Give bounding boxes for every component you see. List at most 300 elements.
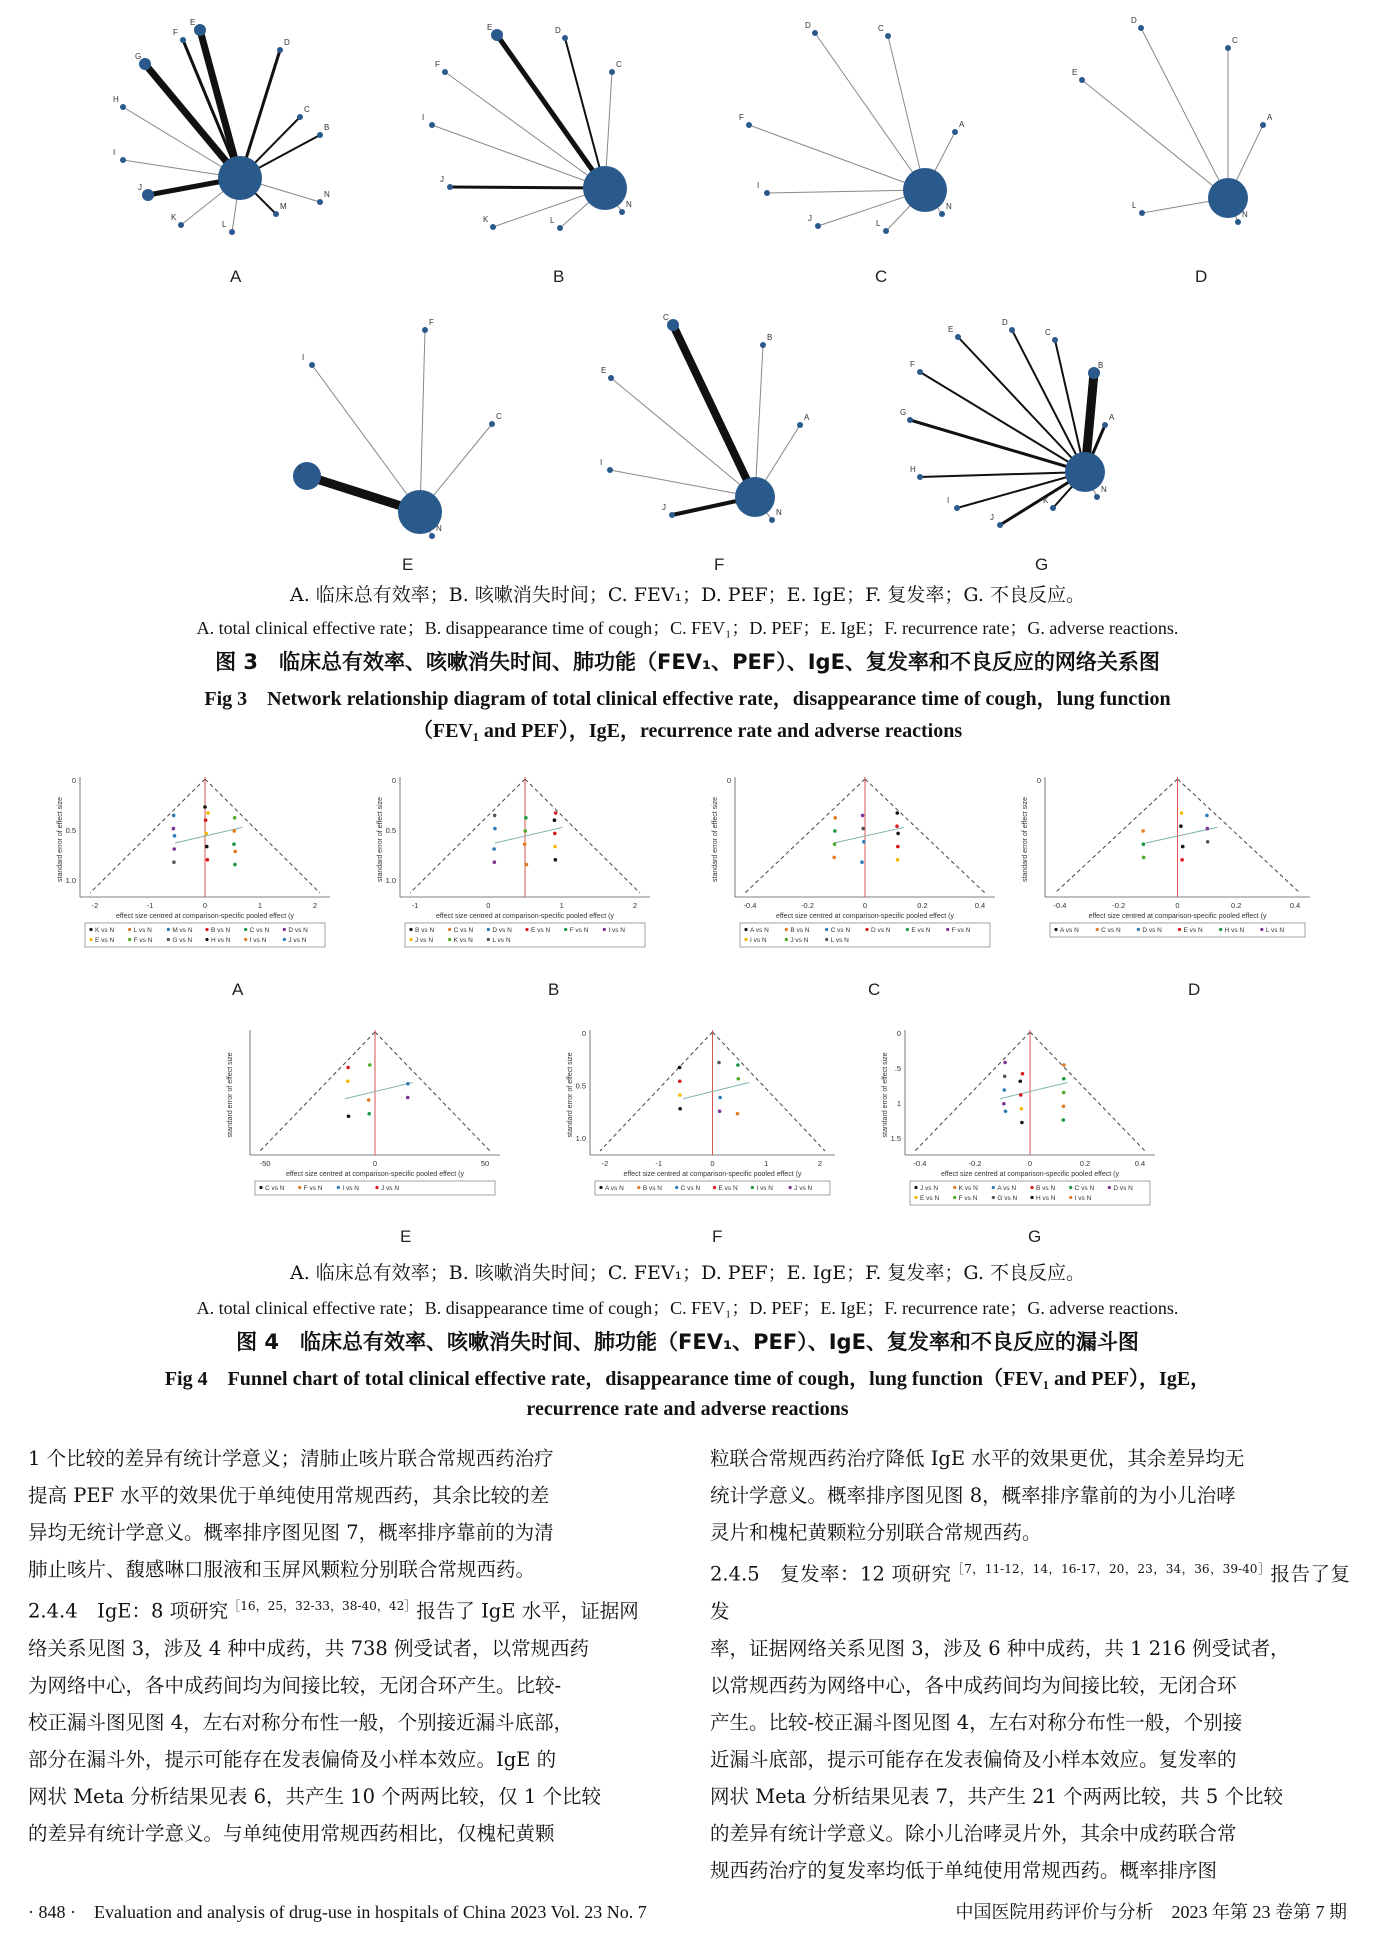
legend-marker bbox=[448, 928, 451, 931]
node-label: M bbox=[280, 202, 287, 211]
node bbox=[997, 522, 1003, 528]
text-line: 1 个比较的差异有统计学意义；清肺止咳片联合常规西药治疗 bbox=[28, 1447, 554, 1470]
x-tick-label: 0.4 bbox=[974, 901, 986, 910]
citation: ［16，25，32-33，38-40，42］ bbox=[228, 1599, 417, 1613]
legend-marker bbox=[992, 1186, 995, 1189]
study-point bbox=[203, 805, 207, 809]
section-heading: 2.4.5 复发率：12 项研究 bbox=[710, 1562, 952, 1586]
legend-marker bbox=[525, 928, 528, 931]
study-point bbox=[492, 847, 496, 851]
study-point bbox=[860, 860, 864, 864]
legend-marker bbox=[487, 938, 490, 941]
text-line: 络关系见图 3，涉及 4 种中成药，共 738 例受试者，以常规西药 bbox=[28, 1636, 590, 1660]
legend-marker bbox=[244, 938, 247, 941]
hub-node bbox=[1208, 178, 1248, 218]
node-label: C bbox=[1232, 36, 1238, 45]
study-point bbox=[832, 856, 836, 860]
study-point bbox=[895, 824, 899, 828]
node bbox=[1138, 25, 1144, 31]
node-label: N bbox=[776, 508, 782, 517]
study-point bbox=[1002, 1102, 1006, 1106]
node bbox=[178, 222, 184, 228]
study-point bbox=[861, 827, 865, 831]
node bbox=[954, 505, 960, 511]
study-point bbox=[1021, 1072, 1025, 1076]
legend-item: L vs N bbox=[133, 927, 152, 934]
panel-label: E bbox=[400, 1227, 412, 1246]
x-tick-label: 0 bbox=[1027, 1159, 1033, 1168]
legend-marker bbox=[953, 1186, 956, 1189]
y-axis-label: standard error of effect size bbox=[57, 796, 64, 882]
study-point bbox=[206, 858, 210, 862]
legend-item: D vs N bbox=[1113, 1185, 1133, 1192]
x-tick-label: -0.2 bbox=[1112, 901, 1126, 910]
study-point bbox=[1003, 1061, 1007, 1065]
citation: ［7，11-12，14，16-17，20，23，34，36，39-40］ bbox=[951, 1562, 1271, 1576]
y-tick-label: 0 bbox=[391, 776, 396, 785]
funnel-left bbox=[1055, 779, 1178, 893]
legend-item: F vs N bbox=[951, 927, 971, 934]
hub-node bbox=[218, 156, 262, 200]
edge bbox=[767, 190, 925, 193]
body-right-column bbox=[710, 1440, 1350, 1889]
x-axis-label: effect size centred at comparison-specific pooled effect (y bbox=[1088, 913, 1267, 920]
study-point bbox=[346, 1079, 350, 1083]
study-point bbox=[718, 1109, 722, 1113]
study-point bbox=[1180, 811, 1184, 815]
legend-marker bbox=[1108, 1186, 1111, 1189]
study-point bbox=[1020, 1107, 1024, 1111]
footer-right: 中国医院用药评价与分析 2023 年第 23 卷第 7 期 bbox=[955, 1902, 1347, 1922]
study-point bbox=[1180, 858, 1184, 862]
x-tick-label: 0 bbox=[486, 901, 491, 910]
node-label: N bbox=[946, 202, 952, 211]
edge bbox=[888, 36, 925, 190]
legend-marker bbox=[914, 1186, 917, 1189]
node bbox=[907, 417, 913, 423]
study-point bbox=[717, 1061, 721, 1065]
legend-item: K vs N bbox=[95, 927, 115, 934]
legend-marker bbox=[283, 928, 286, 931]
study-point bbox=[1020, 1121, 1024, 1125]
node bbox=[764, 190, 770, 196]
legend-marker bbox=[1054, 928, 1057, 931]
node bbox=[917, 474, 923, 480]
study-point bbox=[833, 842, 837, 846]
node bbox=[917, 369, 923, 375]
legend-marker bbox=[409, 928, 412, 931]
fig4-legend-en: A. total clinical effective rate；B. disappearance time of cough；C. FEV₁；D. PEF；E. IgE；F. recurrence rate；G. adverse reactions. bbox=[196, 1298, 1179, 1318]
study-point bbox=[896, 845, 900, 849]
text-line bbox=[710, 1551, 1350, 1630]
edge bbox=[749, 125, 925, 190]
study-point bbox=[233, 850, 237, 854]
fig4-title-cn: 图 4 临床总有效率、咳嗽消失时间、肺功能（FEV₁、PEF）、IgE、复发率和不良反应的漏斗图 bbox=[236, 1330, 1139, 1354]
text-line: 的差异有统计学意义。与单纯使用常规西药相比，仅槐杞黄颗 bbox=[28, 1821, 555, 1845]
node bbox=[142, 189, 154, 201]
legend-item: J vs N bbox=[920, 1185, 939, 1192]
study-point bbox=[896, 858, 900, 862]
x-axis-label: effect size centred at comparison-specific pooled effect (y bbox=[623, 1171, 802, 1178]
legend-marker bbox=[1219, 928, 1222, 931]
legend-marker bbox=[751, 1186, 754, 1189]
node-label: D bbox=[555, 26, 561, 35]
x-tick-label: 0.2 bbox=[1079, 1159, 1091, 1168]
legend-item: H vs N bbox=[211, 937, 231, 944]
legend-marker bbox=[89, 928, 92, 931]
hub-node bbox=[583, 166, 627, 210]
study-point bbox=[524, 816, 528, 820]
edge bbox=[312, 365, 420, 512]
node-label: I bbox=[302, 353, 305, 362]
node bbox=[619, 209, 625, 215]
edge bbox=[1141, 28, 1228, 198]
body-left-column bbox=[28, 1440, 668, 1852]
edge bbox=[920, 472, 1085, 477]
trend-line bbox=[1000, 1083, 1068, 1099]
node-label: E bbox=[190, 18, 196, 27]
hub-node bbox=[398, 490, 442, 534]
text-line: 部分在漏斗外，提示可能存在发表偏倚及小样本效应。IgE 的 bbox=[28, 1747, 557, 1771]
legend-item: B vs N bbox=[211, 927, 231, 934]
study-point bbox=[1206, 827, 1210, 831]
node-label: C bbox=[1045, 328, 1051, 337]
legend-item: E vs N bbox=[1183, 927, 1203, 934]
legend-item: J vs N bbox=[790, 937, 809, 944]
node-label: I bbox=[947, 496, 950, 505]
study-point bbox=[1142, 842, 1146, 846]
node bbox=[489, 421, 495, 427]
study-point bbox=[347, 1114, 351, 1118]
fig3-title-en-line2: （FEV₁ and PEF），IgE，recurrence rate and adverse reactions bbox=[412, 720, 963, 742]
funnel-right bbox=[375, 1032, 490, 1151]
study-point bbox=[346, 1066, 350, 1070]
study-point bbox=[678, 1093, 682, 1097]
legend-marker bbox=[564, 928, 567, 931]
panel-label: C bbox=[868, 980, 881, 999]
legend-item: I vs N bbox=[608, 927, 625, 934]
x-tick-label: -0.2 bbox=[968, 1159, 982, 1168]
legend-marker bbox=[744, 928, 747, 931]
node bbox=[1052, 337, 1058, 343]
legend-marker bbox=[487, 928, 490, 931]
legend-item: I vs N bbox=[1074, 1195, 1092, 1202]
legend-item: E vs N bbox=[95, 937, 115, 944]
node bbox=[273, 211, 279, 217]
node-label: L bbox=[1132, 201, 1137, 210]
node-label: F bbox=[910, 360, 915, 369]
node bbox=[607, 467, 613, 473]
panel-label: G bbox=[1028, 1227, 1042, 1246]
study-point bbox=[233, 816, 237, 820]
fig3-title-en-line1: Fig 3 Network relationship diagram of total clinical effective rate，disappearance time of cough，lung function bbox=[204, 688, 1171, 710]
legend-marker bbox=[167, 938, 170, 941]
legend-marker bbox=[1030, 1196, 1033, 1199]
node-label: E bbox=[1072, 68, 1078, 77]
node bbox=[1094, 494, 1100, 500]
text-line: 灵片和槐杞黄颗粒分别联合常规西药。 bbox=[710, 1521, 1042, 1544]
legend-item: I vs N bbox=[750, 937, 767, 944]
study-point bbox=[1142, 856, 1146, 860]
study-point bbox=[1019, 1093, 1023, 1097]
legend-marker bbox=[167, 928, 170, 931]
study-point bbox=[553, 845, 557, 849]
node-label: J bbox=[808, 214, 812, 223]
legend-item: I vs N bbox=[342, 1185, 359, 1192]
y-tick-label: 1.5 bbox=[890, 1134, 901, 1143]
funnel-left bbox=[410, 779, 525, 893]
legend-item: J vs N bbox=[288, 937, 307, 944]
node-label: L bbox=[876, 219, 881, 228]
node bbox=[447, 184, 453, 190]
node bbox=[1102, 422, 1108, 428]
node-label: C bbox=[304, 105, 310, 114]
node bbox=[955, 334, 961, 340]
legend-item: C vs N bbox=[1074, 1185, 1095, 1192]
network-panel-E bbox=[293, 318, 502, 574]
x-tick-label: -1 bbox=[655, 1159, 663, 1168]
legend-marker bbox=[128, 938, 131, 941]
x-tick-label: 1 bbox=[764, 1159, 769, 1168]
legend-item: F vs N bbox=[958, 1195, 978, 1202]
fig4-legend-cn: A. 临床总有效率；B. 咳嗽消失时间；C. FEV₁；D. PEF；E. IgE；F. 复发率；G. 不良反应。 bbox=[289, 1262, 1085, 1284]
study-point bbox=[232, 842, 236, 846]
network-diagrams bbox=[0, 0, 1375, 580]
network-panel-G bbox=[900, 318, 1115, 574]
legend-marker bbox=[599, 1186, 602, 1189]
node bbox=[885, 33, 891, 39]
study-point bbox=[1004, 1109, 1008, 1113]
node-label: D bbox=[1002, 318, 1008, 327]
legend-item: L vs N bbox=[492, 937, 511, 944]
x-tick-label: 2 bbox=[632, 901, 638, 910]
edge bbox=[450, 187, 605, 188]
text-line: 产生。比较-校正漏斗图见图 4，左右对称分布性一般，个别接 bbox=[710, 1710, 1243, 1734]
node bbox=[297, 114, 303, 120]
x-tick-label: -0.4 bbox=[913, 1159, 927, 1168]
legend-item: K vs N bbox=[453, 937, 473, 944]
fig4-title-en-line1: Fig 4 Funnel chart of total clinical effective rate，disappearance time of cough，lung function（FEV₁ and PEF），IgE， bbox=[164, 1368, 1211, 1390]
node-label: N bbox=[626, 200, 632, 209]
node-label: B bbox=[1098, 361, 1104, 370]
node-label: G bbox=[900, 408, 907, 417]
network-panel-F bbox=[600, 313, 810, 574]
study-point bbox=[1062, 1091, 1066, 1095]
node-label: K bbox=[1043, 496, 1049, 505]
study-point bbox=[1179, 824, 1183, 828]
study-point bbox=[367, 1112, 371, 1116]
x-tick-label: -0.2 bbox=[801, 901, 814, 910]
text-line: 近漏斗底部，提示可能存在发表偏倚及小样本效应。复发率的 bbox=[710, 1747, 1237, 1771]
text-line: 网状 Meta 分析结果见表 7，共产生 21 个两两比较，共 5 个比较 bbox=[710, 1784, 1283, 1808]
node bbox=[1050, 505, 1056, 511]
node-label: F bbox=[739, 113, 744, 122]
study-point bbox=[554, 811, 558, 815]
x-tick-label: -1 bbox=[411, 901, 419, 910]
legend-marker bbox=[448, 938, 451, 941]
legend-item: L vs N bbox=[830, 937, 849, 944]
legend-item: C vs N bbox=[265, 1185, 285, 1192]
text-line: 异均无统计学意义。概率排序图见图 7，概率排序靠前的为清 bbox=[28, 1521, 554, 1544]
node-label: C bbox=[878, 24, 884, 33]
node-label: J bbox=[990, 513, 994, 522]
funnel-left bbox=[90, 779, 205, 893]
node bbox=[608, 375, 614, 381]
study-point bbox=[553, 832, 557, 836]
node-label: E bbox=[487, 23, 493, 32]
study-point bbox=[204, 832, 208, 836]
node-label: N bbox=[436, 524, 442, 533]
node bbox=[491, 29, 503, 41]
node-label: C bbox=[616, 60, 622, 69]
node bbox=[1225, 45, 1231, 51]
study-point bbox=[678, 1107, 682, 1111]
legend-marker bbox=[298, 1186, 301, 1189]
trend-line bbox=[175, 827, 243, 843]
panel-label: D bbox=[1188, 980, 1201, 999]
study-point bbox=[1062, 1104, 1066, 1108]
node bbox=[883, 228, 889, 234]
study-point bbox=[736, 1112, 740, 1116]
legend-item: F vs N bbox=[569, 927, 589, 934]
legend-marker bbox=[637, 1186, 640, 1189]
study-point bbox=[678, 1079, 682, 1083]
funnel-right bbox=[1030, 1032, 1145, 1151]
fig3-legend-cn: A. 临床总有效率；B. 咳嗽消失时间；C. FEV₁；D. PEF；E. IgE；F. 复发率；G. 不良反应。 bbox=[289, 584, 1085, 606]
node-label: K bbox=[483, 215, 489, 224]
y-tick-label: 1 bbox=[896, 1099, 901, 1108]
x-axis-label: effect size centred at comparison-specific pooled effect (y bbox=[941, 1171, 1119, 1178]
legend-marker bbox=[1137, 928, 1140, 931]
node bbox=[429, 533, 435, 539]
node bbox=[1139, 210, 1145, 216]
trend-line bbox=[834, 827, 904, 843]
funnel-panel-G bbox=[882, 1029, 1155, 1246]
edge bbox=[910, 420, 1085, 472]
section-heading: 2.4.4 IgE：8 项研究 bbox=[28, 1599, 229, 1623]
node-label: N bbox=[1242, 210, 1248, 219]
trend-line bbox=[495, 827, 563, 843]
node bbox=[1079, 77, 1085, 83]
study-point bbox=[1062, 1077, 1066, 1081]
x-tick-label: 0 bbox=[1175, 901, 1180, 910]
study-point bbox=[736, 1063, 740, 1067]
y-axis-label: standard error of effect size bbox=[1022, 796, 1029, 882]
node bbox=[939, 211, 945, 217]
edge bbox=[420, 330, 425, 512]
node-label: J bbox=[297, 464, 301, 473]
node-label: B bbox=[767, 333, 773, 342]
text-span: 报告了复发 bbox=[710, 1562, 1350, 1623]
legend-marker bbox=[825, 938, 828, 941]
x-tick-label: 2 bbox=[817, 1159, 823, 1168]
funnel-left bbox=[260, 1032, 375, 1151]
x-tick-label: -0.4 bbox=[1053, 901, 1067, 910]
legend-marker bbox=[785, 938, 788, 941]
study-point bbox=[172, 860, 176, 864]
y-tick-label: .5 bbox=[894, 1064, 901, 1073]
legend-marker bbox=[785, 928, 788, 931]
legend-marker bbox=[283, 938, 286, 941]
funnel-panel-C bbox=[712, 776, 995, 999]
node-label: B bbox=[324, 123, 330, 132]
text-line: 为网络中心，各中成药间均为间接比较，无闭合环产生。比较- bbox=[28, 1673, 562, 1697]
x-tick-label: 0.4 bbox=[1134, 1159, 1146, 1168]
study-point bbox=[205, 845, 209, 849]
study-point bbox=[1206, 840, 1210, 844]
legend-item: J vs N bbox=[794, 1185, 813, 1192]
node bbox=[667, 319, 679, 331]
legend-marker bbox=[128, 928, 131, 931]
node bbox=[746, 122, 752, 128]
funnel-right bbox=[865, 779, 985, 893]
text-line: 的差异有统计学意义。除小儿治哮灵片外，其余中成药联合常 bbox=[710, 1821, 1237, 1845]
x-tick-label: 0.4 bbox=[1289, 901, 1301, 910]
x-tick-label: 50 bbox=[480, 1159, 490, 1168]
study-point bbox=[1002, 1088, 1006, 1092]
node bbox=[442, 69, 448, 75]
footer-left: · 848 · Evaluation and analysis of drug-use in hospitals of China 2023 Vol. 23 No. 7 bbox=[28, 1902, 647, 1922]
x-tick-label: 0 bbox=[862, 901, 868, 910]
study-point bbox=[173, 834, 177, 838]
funnel-panel-F bbox=[567, 1029, 835, 1246]
text-line: 规西药治疗的复发率均低于单纯使用常规西药。概率排序图 bbox=[710, 1858, 1218, 1882]
node bbox=[317, 132, 323, 138]
study-point bbox=[368, 1063, 372, 1067]
legend-item: E vs N bbox=[531, 927, 551, 934]
legend-marker bbox=[1178, 928, 1181, 931]
legend-item: C vs N bbox=[453, 927, 474, 934]
legend-marker bbox=[205, 928, 208, 931]
node bbox=[1260, 122, 1266, 128]
trend-line bbox=[683, 1083, 749, 1099]
edge bbox=[815, 33, 925, 190]
node bbox=[769, 517, 775, 523]
node bbox=[490, 224, 496, 230]
text-line bbox=[28, 1588, 668, 1630]
legend-marker bbox=[259, 1186, 262, 1189]
legend-item: F vs N bbox=[133, 937, 153, 944]
legend-item: B vs N bbox=[790, 927, 810, 934]
node bbox=[429, 122, 435, 128]
node-label: J bbox=[440, 175, 444, 184]
node bbox=[180, 37, 186, 43]
panel-label: D bbox=[1195, 267, 1208, 286]
hub-node bbox=[903, 168, 947, 212]
network-panel-B bbox=[422, 23, 632, 286]
study-point bbox=[172, 827, 176, 831]
edge bbox=[445, 72, 605, 188]
legend-item: E vs N bbox=[911, 927, 931, 934]
node-label: C bbox=[663, 313, 669, 322]
node-label: D bbox=[1131, 16, 1137, 25]
y-tick-label: 0 bbox=[896, 1029, 901, 1038]
node-label: G bbox=[135, 52, 142, 61]
x-tick-label: -2 bbox=[601, 1159, 609, 1168]
fig4-title-en-line2: recurrence rate and adverse reactions bbox=[526, 1398, 849, 1420]
hub-node bbox=[1065, 452, 1105, 492]
x-tick-label: 0.2 bbox=[1231, 901, 1242, 910]
node bbox=[120, 157, 126, 163]
node-label: J bbox=[662, 503, 666, 512]
node bbox=[309, 362, 315, 368]
node bbox=[1235, 219, 1241, 225]
study-point bbox=[833, 816, 837, 820]
node-label: N bbox=[1101, 485, 1107, 494]
node-label: I bbox=[422, 113, 425, 122]
node-label: A bbox=[959, 120, 965, 129]
study-point bbox=[232, 829, 236, 833]
